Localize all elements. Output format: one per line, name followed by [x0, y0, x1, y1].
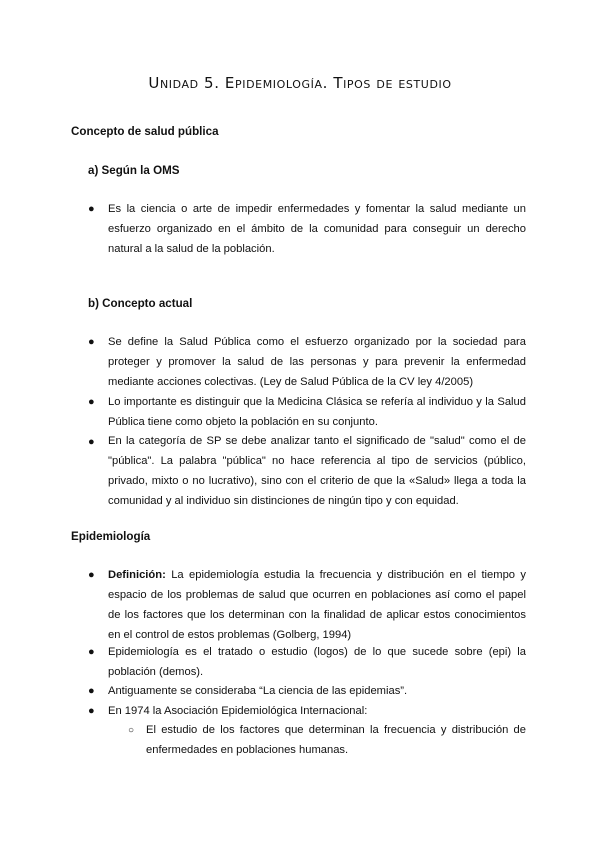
bullet-icon: ● [88, 685, 95, 697]
paragraph-etimologia: Epidemiología es el tratado o estudio (logos) de lo que sucede sobre (epi) la población (demos). [108, 646, 526, 678]
paragraph-definicion [108, 565, 526, 645]
bullet-icon: ● [88, 705, 95, 717]
bullet-icon: ● [88, 203, 95, 215]
paragraph-medicina-clasica: Lo importante es distinguir que la Medicina Clásica se refería al individuo y la Salud Pública tiene como objeto la población en su conjunto. [108, 396, 526, 428]
bullet-icon: ● [88, 396, 95, 408]
paragraph-sp-definition: Se define la Salud Pública como el esfuerzo organizado por la sociedad para proteger y promover la salud de las personas y para prevenir la enfermedad mediante acciones colectivas. (Ley de Salud Pública de la CV ley 4/2005) [108, 336, 526, 388]
sub-bullet-icon: ○ [128, 725, 135, 736]
paragraph-categoria-sp: En la categoría de SP se debe analizar tanto el significado de "salud" como el de "pública". La palabra "pública" no hace referencia al tipo de servicios (público, privado, mixto o no lucrativo), sino con el criterio de que la «Salud» llega a toda la comunidad y al individuo sin distinciones de ningún tipo y con equidad. [108, 435, 526, 507]
section-heading-epidemiologia: Epidemiología [71, 530, 151, 543]
paragraph-asociacion-1974: En 1974 la Asociación Epidemiológica Internacional: [108, 705, 368, 717]
bullet-icon: ● [88, 436, 95, 448]
subheading-oms: a) Según la OMS [88, 164, 180, 177]
section-heading-salud-publica: Concepto de salud pública [71, 125, 219, 138]
definition-text: La epidemiología estudia la frecuencia y distribución en el tiempo y espacio de los problemas de salud que ocurren en poblaciones así como el papel de los factores que los determinan con la finalidad de aplicar estos conocimientos en el control de estos problemas (Golberg, 1994) [108, 569, 526, 641]
paragraph-oms-definition: Es la ciencia o arte de impedir enfermedades y fomentar la salud mediante un esfuerzo organizado en el ámbito de la comunidad para conseguir un derecho natural a la salud de la población. [108, 203, 526, 255]
subheading-concepto-actual: b) Concepto actual [88, 297, 193, 310]
bullet-icon: ● [88, 569, 95, 581]
bullet-icon: ● [88, 646, 95, 658]
page-title: Unidad 5. Epidemiología. Tipos de estudio [148, 74, 452, 92]
paragraph-ciencia-epidemias: Antiguamente se consideraba “La ciencia de las epidemias”. [108, 685, 408, 697]
definition-label: Definición: [108, 569, 166, 581]
bullet-icon: ● [88, 336, 95, 348]
paragraph-estudio-factores: El estudio de los factores que determinan la frecuencia y distribución de enfermedades en poblaciones humanas. [146, 724, 526, 756]
